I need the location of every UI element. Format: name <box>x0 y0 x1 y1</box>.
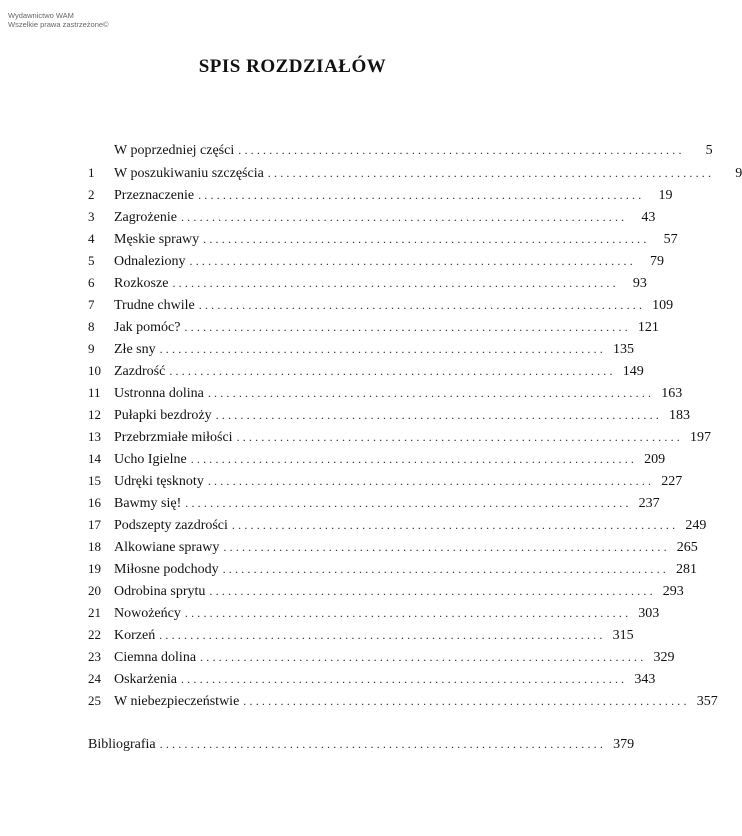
toc-row[interactable] <box>88 363 644 385</box>
dot-leader: ........................................................................ <box>180 672 628 686</box>
dot-leader: ........................................................................ <box>169 364 616 378</box>
toc-row[interactable] <box>88 341 635 363</box>
chapter-page: 265 <box>676 540 698 555</box>
toc-row[interactable] <box>88 583 684 605</box>
chapter-page: 303 <box>638 606 660 621</box>
chapter-title: Nowożeńcy <box>114 606 181 621</box>
toc-row[interactable] <box>88 451 666 473</box>
copyright-notice: Wszelkie prawa zastrzeżone© <box>8 20 109 29</box>
chapter-page: 109 <box>652 298 674 313</box>
chapter-page: 93 <box>632 276 647 291</box>
chapter-title: Odnaleziony <box>114 254 186 269</box>
toc-row[interactable] <box>88 187 673 209</box>
toc-row[interactable] <box>88 473 683 495</box>
chapter-number: 12 <box>88 407 101 422</box>
chapter-page: 209 <box>644 452 666 467</box>
chapter-title: Jak pomóc? <box>114 320 181 335</box>
chapter-title: W niebezpieczeństwie <box>114 694 240 709</box>
chapter-number: 13 <box>88 429 101 444</box>
chapter-number: 8 <box>88 319 95 334</box>
chapter-number: 25 <box>88 693 101 708</box>
toc-row[interactable] <box>88 671 656 693</box>
toc-row[interactable] <box>88 561 698 583</box>
chapter-title: Rozkosze <box>114 276 169 291</box>
chapter-title: Ustronna dolina <box>114 386 204 401</box>
chapter-title: Miłosne podchody <box>114 562 219 577</box>
chapter-page: 9 <box>735 166 742 181</box>
toc-row[interactable] <box>88 275 647 297</box>
dot-leader: ........................................................................ <box>159 342 607 356</box>
chapter-page: 315 <box>612 628 634 643</box>
chapter-title: Ucho Igielne <box>114 452 187 467</box>
toc-row[interactable] <box>88 143 713 165</box>
chapter-title: Przeznaczenie <box>114 188 195 203</box>
toc-row[interactable] <box>88 605 660 627</box>
table-of-contents <box>88 143 742 715</box>
chapter-page: 5 <box>705 143 713 158</box>
toc-row[interactable] <box>88 517 707 539</box>
chapter-page: 43 <box>641 210 656 225</box>
toc-row[interactable] <box>88 627 634 649</box>
dot-leader: ........................................................................ <box>198 298 646 312</box>
chapter-title: Męskie sprawy <box>114 232 200 247</box>
chapter-title: Oskarżenia <box>114 672 177 687</box>
dot-leader: ........................................................................ <box>209 584 656 598</box>
chapter-number: 5 <box>88 253 95 268</box>
chapter-number: 3 <box>88 209 95 224</box>
toc-row[interactable] <box>88 297 674 319</box>
bibliography-page: 379 <box>613 737 635 752</box>
chapter-number: 1 <box>88 165 95 180</box>
dot-leader: ........................................................................ <box>207 474 655 488</box>
chapter-page: 227 <box>661 474 683 489</box>
chapter-title: Zagrożenie <box>114 210 177 225</box>
dot-leader: ........................................................................ <box>190 452 638 466</box>
dot-leader: ........................................................................ <box>267 166 715 180</box>
bibliography-title: Bibliografia <box>88 737 156 752</box>
toc-row[interactable] <box>88 319 659 341</box>
chapter-page: 19 <box>658 188 673 203</box>
dot-leader: ........................................................................ <box>203 232 650 246</box>
chapter-title: Złe sny <box>114 342 156 357</box>
chapter-title: Odrobina sprytu <box>114 584 206 599</box>
chapter-page: 293 <box>662 584 684 599</box>
chapter-number: 23 <box>88 649 101 664</box>
dot-leader: ........................................................................ <box>243 694 690 708</box>
chapter-title: Trudne chwile <box>114 298 195 313</box>
publisher-name: Wydawnictwo WAM <box>8 11 74 20</box>
dot-leader: ........................................................................ <box>222 562 670 576</box>
chapter-page: 149 <box>622 364 644 379</box>
chapter-title: W poprzedniej części <box>114 143 235 158</box>
chapter-page: 57 <box>663 232 678 247</box>
chapter-number: 17 <box>88 517 101 532</box>
chapter-page: 79 <box>649 254 664 269</box>
chapter-page: 121 <box>637 320 659 335</box>
toc-row[interactable] <box>88 429 711 451</box>
chapter-number: 4 <box>88 231 95 246</box>
chapter-page: 281 <box>676 562 698 577</box>
chapter-number: 21 <box>88 605 101 620</box>
chapter-title: Ciemna dolina <box>114 650 197 665</box>
chapter-number: 10 <box>88 363 101 378</box>
chapter-page: 357 <box>696 694 718 709</box>
toc-row[interactable] <box>88 165 742 187</box>
page-title: SPIS ROZDZIAŁÓW <box>198 56 387 77</box>
toc-row[interactable] <box>88 385 683 407</box>
toc-row[interactable] <box>88 649 675 671</box>
dot-leader: ........................................................................ <box>184 606 632 620</box>
chapter-number: 6 <box>88 275 95 290</box>
chapter-number: 11 <box>88 385 101 400</box>
chapter-number: 15 <box>88 473 101 488</box>
dot-leader: ........................................................................ <box>180 210 628 224</box>
toc-row[interactable] <box>88 253 664 275</box>
chapter-page: 329 <box>653 650 675 665</box>
chapter-page: 163 <box>661 386 683 401</box>
dot-leader: ........................................................................ <box>231 518 679 532</box>
toc-row[interactable] <box>88 539 698 561</box>
chapter-number: 7 <box>88 297 95 312</box>
chapter-title: Podszepty zazdrości <box>114 518 228 533</box>
dot-leader: ........................................................................ <box>185 496 632 510</box>
toc-row[interactable] <box>88 693 718 715</box>
toc-row[interactable] <box>88 407 690 429</box>
chapter-title: Zazdrość <box>114 364 166 379</box>
chapter-number: 20 <box>88 583 101 598</box>
dot-leader: ........................................................................ <box>238 143 685 157</box>
chapter-page: 249 <box>685 518 707 533</box>
chapter-title: Bawmy się! <box>114 496 182 511</box>
publisher-header <box>8 11 109 29</box>
dot-leader: ........................................................................ <box>159 737 607 751</box>
dot-leader: ........................................................................ <box>198 188 645 202</box>
chapter-title: Alkowiane sprawy <box>114 540 220 555</box>
chapter-number: 22 <box>88 627 101 642</box>
dot-leader: ........................................................................ <box>207 386 655 400</box>
chapter-number: 16 <box>88 495 101 510</box>
chapter-number: 2 <box>88 187 95 202</box>
chapter-number: 14 <box>88 451 101 466</box>
chapter-number: 9 <box>88 341 95 356</box>
dot-leader: ........................................................................ <box>200 650 647 664</box>
chapter-page: 197 <box>689 430 711 445</box>
chapter-title: Udręki tęsknoty <box>114 474 204 489</box>
chapter-page: 183 <box>669 408 690 423</box>
chapter-page: 237 <box>638 496 660 511</box>
chapter-title: Pułapki bezdroży <box>114 408 212 423</box>
chapter-title: Korzeń <box>114 628 156 643</box>
dot-leader: ........................................................................ <box>159 628 606 642</box>
bibliography-section <box>88 737 635 759</box>
dot-leader: ........................................................................ <box>189 254 636 268</box>
chapter-page: 343 <box>634 672 656 687</box>
chapter-number: 18 <box>88 539 101 554</box>
toc-row[interactable] <box>88 231 678 253</box>
chapter-page: 135 <box>613 342 635 357</box>
toc-row[interactable] <box>88 495 660 517</box>
dot-leader: ........................................................................ <box>215 408 662 422</box>
chapter-title: W poszukiwaniu szczęścia <box>114 166 264 181</box>
toc-row-bibliography[interactable] <box>88 737 635 759</box>
chapter-title: Przebrzmiałe miłości <box>114 430 233 445</box>
dot-leader: ........................................................................ <box>184 320 631 334</box>
toc-row[interactable] <box>88 209 656 231</box>
dot-leader: ........................................................................ <box>172 276 619 290</box>
dot-leader: ........................................................................ <box>223 540 670 554</box>
chapter-number: 24 <box>88 671 101 686</box>
dot-leader: ........................................................................ <box>236 430 683 444</box>
chapter-number: 19 <box>88 561 101 576</box>
